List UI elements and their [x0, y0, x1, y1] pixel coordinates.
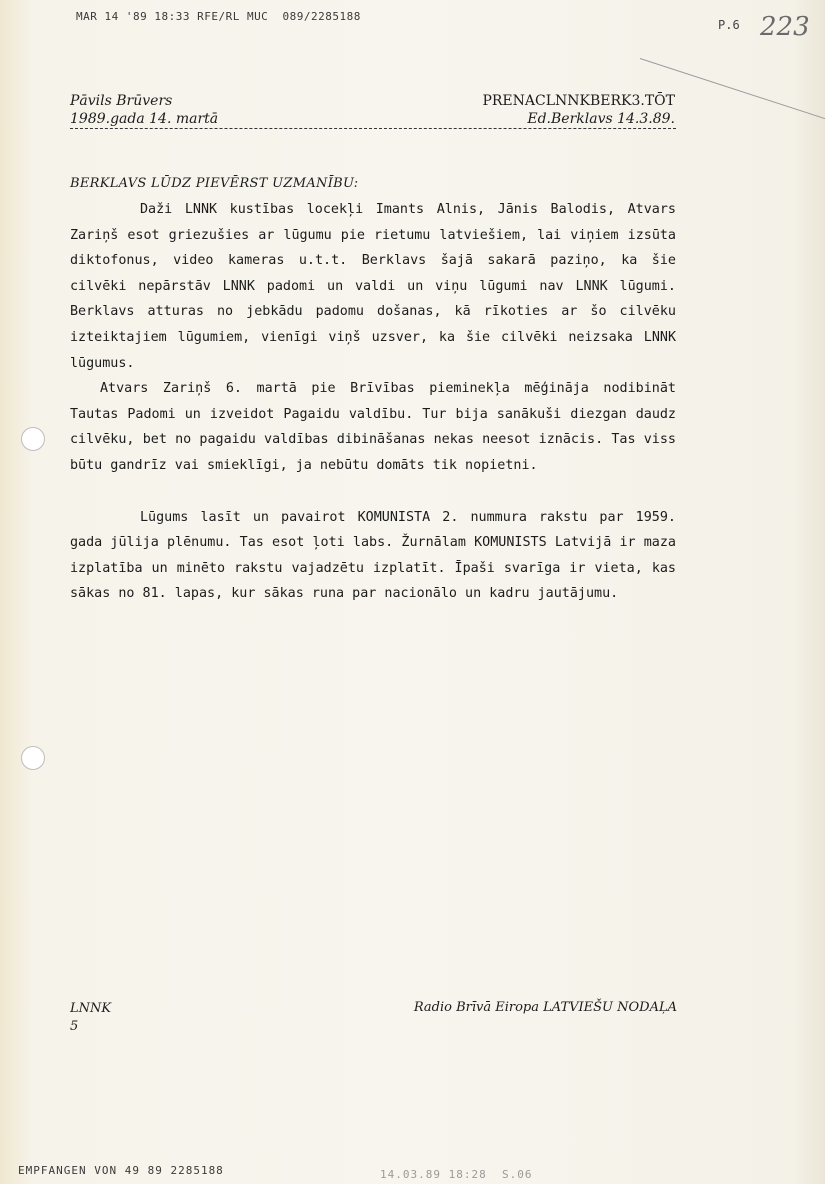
- article-body: [70, 197, 676, 607]
- paragraph-3: Lūgums lasīt un pavairot KOMUNISTA 2. nummura rakstu par 1959. gada jūlija plēnumu. Tas esot ļoti labs. Žurnālam KOMUNISTS Latvijā ir maza izplatība un minēto rakstu vajadzētu izplatīt. Īpaši svarīga ir vieta, kas sākas no 81. lapas, kur sākas runa par nacionālo un kadru jautājumu.: [70, 509, 676, 602]
- footer-left: [70, 1000, 111, 1036]
- handwritten-number: 223: [760, 12, 810, 42]
- article-title: BERKLAVS LŪDZ PIEVĒRST UZMANĪBU:: [70, 176, 359, 191]
- document-date: 1989.gada 14. martā: [70, 111, 219, 127]
- fax-received-footer: EMPFANGEN VON 49 89 2285188: [18, 1164, 224, 1177]
- footer-number: 5: [70, 1019, 79, 1034]
- page-number: P.6: [718, 18, 740, 32]
- editor-line: Ed.Berklavs 14.3.89.: [527, 111, 675, 127]
- paragraph-2: Atvars Zariņš 6. martā pie Brīvības pieminekļa mēģināja nodibināt Tautas Padomi un izveidot Pagaidu valdību. Tur bija sanākuši diezgan daudz cilvēku, bet no pagaidu valdības dibināšanas nekas neesot iznācis. Tas viss būtu gandrīz vai smieklīgi, ja nebūtu domāts tik nopietni.: [70, 381, 676, 473]
- document-code: PRENACLNNKBERK3.TŌT: [482, 93, 675, 109]
- reference-block: [482, 92, 675, 128]
- author-block: [70, 92, 218, 128]
- fax-transmission-header: MAR 14 '89 18:33 RFE/RL MUC 089/2285188: [76, 10, 361, 23]
- paragraph-1: Daži LNNK kustības locekļi Imants Alnis, Jānis Balodis, Atvars Zariņš esot griezušies ar lūgumu pie rietumu latviešiem, lai viņiem izsūta diktofonus, video kameras u.t.t. Berklavs šajā sakarā paziņo, ka šie cilvēki nepārstāv LNNK padomi un valdi un viņu lūgumi nav LNNK lūgumi. Berklavs atturas no jebkādu padomu došanas, kā rīkoties ar šo cilvēku izteiktajiem lūgumiem, vienīgi viņš uzsver, ka šie cilvēki neizsaka LNNK lūgumus.: [70, 202, 676, 371]
- separator-line: [70, 128, 676, 129]
- footer-organization: Radio Brīvā Eiropa LATVIEŠU NODAĻA: [413, 1000, 677, 1015]
- punch-hole-top: [21, 427, 45, 451]
- author-name: Pāvils Brūvers: [70, 93, 173, 109]
- footer-tag: LNNK: [70, 1001, 112, 1016]
- punch-hole-bottom: [21, 746, 45, 770]
- fax-received-time: 14.03.89 18:28 S.06: [380, 1168, 533, 1181]
